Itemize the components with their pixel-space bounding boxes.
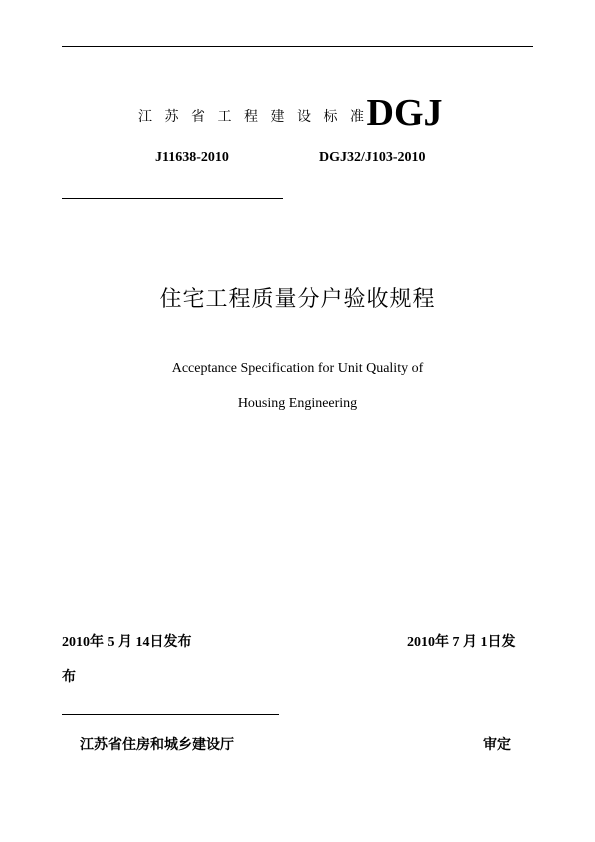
document-title-en-line1: Acceptance Specification for Unit Quality of xyxy=(171,361,424,376)
publish-month-unit: 月 xyxy=(118,634,132,650)
footer-rule xyxy=(62,714,279,715)
publish-day: 14 xyxy=(135,635,150,650)
standard-abbrev: DGJ xyxy=(366,92,443,134)
implement-day-unit: 日发 xyxy=(487,634,516,650)
issuing-authority: 江苏省住房和城乡建设厅 xyxy=(80,737,234,753)
publish-date xyxy=(62,631,192,651)
implement-year: 2010 xyxy=(407,635,435,650)
implement-month-unit: 月 xyxy=(463,634,477,650)
standard-label: 江苏省工程建设标准 xyxy=(138,109,377,125)
implement-year-unit: 年 xyxy=(435,634,449,650)
publish-month: 5 xyxy=(107,635,115,650)
publish-day-unit: 日发布 xyxy=(149,634,192,650)
implement-date-wrap: 布 xyxy=(62,669,76,685)
standard-number: DGJ32/J103-2010 xyxy=(319,150,426,165)
top-rule xyxy=(62,46,533,47)
document-title-cn: 住宅工程质量分户验收规程 xyxy=(159,287,436,312)
implement-day: 1 xyxy=(480,635,488,650)
record-number: J11638-2010 xyxy=(155,150,229,165)
publish-year: 2010 xyxy=(62,635,90,650)
implement-month: 7 xyxy=(452,635,460,650)
publish-year-unit: 年 xyxy=(90,634,104,650)
header-rule xyxy=(62,198,283,199)
approval-label: 审定 xyxy=(483,737,511,753)
standard-header xyxy=(138,86,443,132)
document-title-en-line2: Housing Engineering xyxy=(237,396,358,411)
implement-date xyxy=(407,631,516,651)
